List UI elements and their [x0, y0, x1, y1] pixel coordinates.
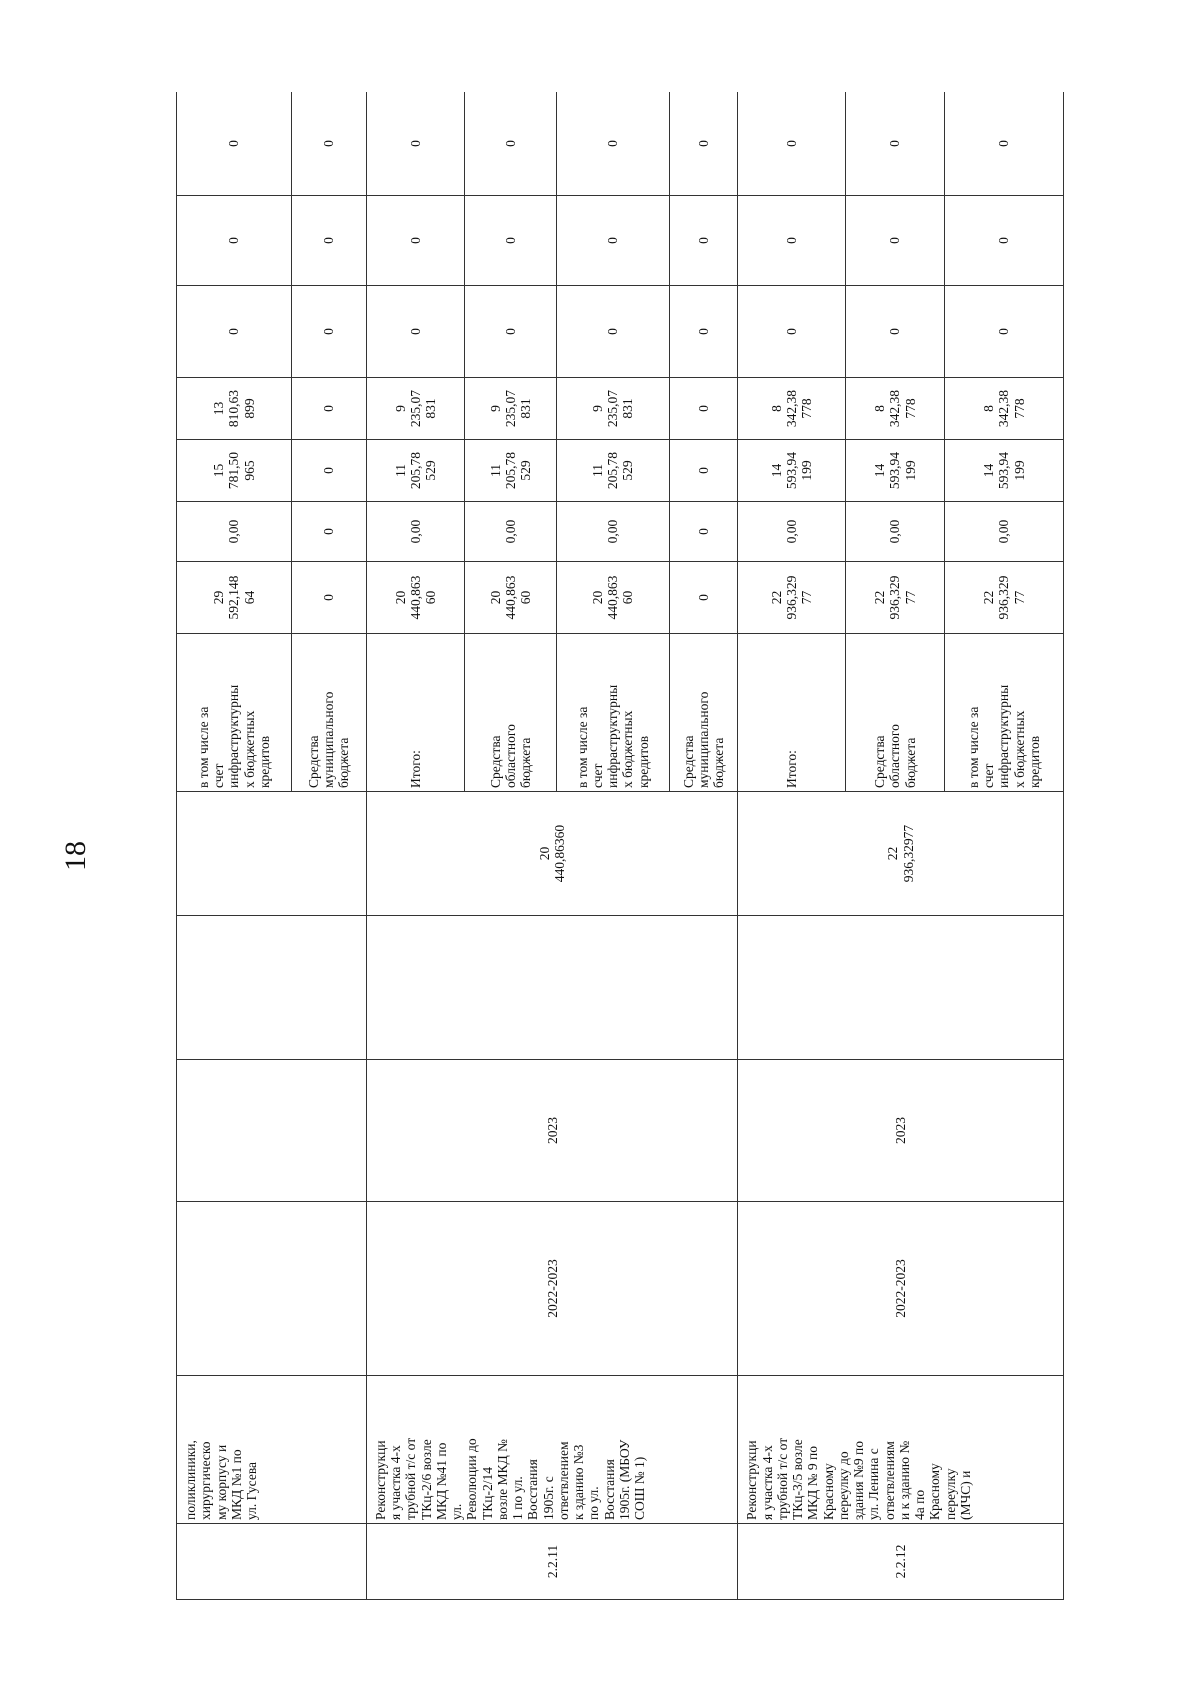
page-number: 18	[59, 841, 92, 871]
funding-source: Средства областного бюджета	[846, 634, 945, 792]
value-total: 0	[291, 562, 366, 634]
measure-col5	[177, 916, 367, 1060]
measure-col5	[738, 916, 1064, 1060]
value-col5: 0	[669, 286, 738, 378]
value-col7: 0	[291, 92, 366, 196]
measure-year: 2023	[738, 1060, 1064, 1202]
measure-cost: 22 936,32977	[738, 792, 1064, 916]
value-col7: 0	[177, 92, 292, 196]
rotated-table-wrapper	[176, 92, 1064, 1600]
funding-source: Средства муниципального бюджета	[291, 634, 366, 792]
value-col5: 0	[556, 286, 669, 378]
value-col6: 0	[738, 196, 846, 286]
value-col6: 0	[669, 196, 738, 286]
value-col3: 14 593,94 199	[738, 440, 846, 502]
table-row	[177, 92, 292, 1600]
value-col4: 0	[669, 378, 738, 440]
value-col5: 0	[846, 286, 945, 378]
measure-year	[177, 1060, 367, 1202]
value-total: 22 936,329 77	[738, 562, 846, 634]
value-col2: 0	[291, 502, 366, 562]
value-total: 22 936,329 77	[944, 562, 1063, 634]
value-col3: 11 205,78 529	[556, 440, 669, 502]
value-col2: 0,00	[366, 502, 464, 562]
value-total: 20 440,863 60	[464, 562, 556, 634]
value-col7: 0	[846, 92, 945, 196]
funding-source: в том числе за счет инфраструктурны х бюджетных кредитов	[177, 634, 292, 792]
measure-cost: 20 440,86360	[366, 792, 737, 916]
value-col4: 8 342,38 778	[944, 378, 1063, 440]
program-measures-table	[176, 92, 1064, 1600]
value-col5: 0	[464, 286, 556, 378]
value-col6: 0	[366, 196, 464, 286]
value-col2: 0,00	[738, 502, 846, 562]
value-col4: 9 235,07 831	[556, 378, 669, 440]
value-col7: 0	[366, 92, 464, 196]
value-col7: 0	[556, 92, 669, 196]
value-col3: 11 205,78 529	[366, 440, 464, 502]
value-col5: 0	[366, 286, 464, 378]
value-col3: 0	[291, 440, 366, 502]
funding-source: в том числе за счет инфраструктурны х бюджетных кредитов	[944, 634, 1063, 792]
value-col3: 14 593,94 199	[846, 440, 945, 502]
value-col6: 0	[291, 196, 366, 286]
value-col6: 0	[846, 196, 945, 286]
value-col4: 8 342,38 778	[738, 378, 846, 440]
measure-period: 2022-2023	[738, 1202, 1064, 1376]
value-col4: 9 235,07 831	[464, 378, 556, 440]
value-col7: 0	[944, 92, 1063, 196]
value-col2: 0,00	[177, 502, 292, 562]
value-total: 20 440,863 60	[366, 562, 464, 634]
measure-number: 2.2.11	[366, 1524, 737, 1600]
measure-year: 2023	[366, 1060, 737, 1202]
value-col4: 9 235,07 831	[366, 378, 464, 440]
value-col2: 0,00	[556, 502, 669, 562]
funding-source: Итого:	[738, 634, 846, 792]
value-col6: 0	[177, 196, 292, 286]
table-row	[738, 92, 846, 1600]
value-col2: 0,00	[846, 502, 945, 562]
value-col2: 0	[669, 502, 738, 562]
measure-name: Реконструкци я участка 4-х трубной т/с от ТКц-2/6 возле МКД №41 по ул. Революции до ТКц-2/14 возле МКД № 1 по ул. Восстания 1905г. с ответвлением к зданию №3 по ул. Восстания 1905г. (МБОУ СОШ № 1)	[366, 1376, 737, 1524]
value-col2: 0,00	[944, 502, 1063, 562]
measure-period: 2022-2023	[366, 1202, 737, 1376]
value-total: 29 592,148 64	[177, 562, 292, 634]
value-col6: 0	[944, 196, 1063, 286]
measure-period	[177, 1202, 367, 1376]
value-col4: 13 810,63 899	[177, 378, 292, 440]
value-col7: 0	[738, 92, 846, 196]
value-total: 20 440,863 60	[556, 562, 669, 634]
measure-col5	[366, 916, 737, 1060]
value-col3: 15 781,50 965	[177, 440, 292, 502]
measure-name: Реконструкци я участка 4-х трубной т/с от ТКц-3/5 возле МКД № 9 по Красному переулку до здания №9 по ул. Ленина с ответвлениям и к зданию № 4а по Красному переулку (МЧС) и	[738, 1376, 1064, 1524]
value-col5: 0	[738, 286, 846, 378]
funding-source: в том числе за счет инфраструктурны х бюджетных кредитов	[556, 634, 669, 792]
funding-source: Средства муниципального бюджета	[669, 634, 738, 792]
table-frame	[176, 92, 1064, 1600]
value-col7: 0	[464, 92, 556, 196]
table-row	[366, 92, 464, 1600]
value-col5: 0	[177, 286, 292, 378]
value-col7: 0	[669, 92, 738, 196]
funding-source: Итого:	[366, 634, 464, 792]
funding-source: Средства областного бюджета	[464, 634, 556, 792]
value-col3: 14 593,94 199	[944, 440, 1063, 502]
value-col5: 0	[944, 286, 1063, 378]
measure-number: 2.2.12	[738, 1524, 1064, 1600]
value-col5: 0	[291, 286, 366, 378]
measure-number	[177, 1524, 367, 1600]
value-col6: 0	[464, 196, 556, 286]
measure-cost	[177, 792, 367, 916]
value-total: 0	[669, 562, 738, 634]
value-col3: 11 205,78 529	[464, 440, 556, 502]
value-col4: 8 342,38 778	[846, 378, 945, 440]
value-col6: 0	[556, 196, 669, 286]
value-col3: 0	[669, 440, 738, 502]
value-col4: 0	[291, 378, 366, 440]
value-total: 22 936,329 77	[846, 562, 945, 634]
value-col2: 0,00	[464, 502, 556, 562]
measure-name: поликлиники, хирургическо му корпусу и МКД №1 по ул. Гусева	[177, 1376, 367, 1524]
